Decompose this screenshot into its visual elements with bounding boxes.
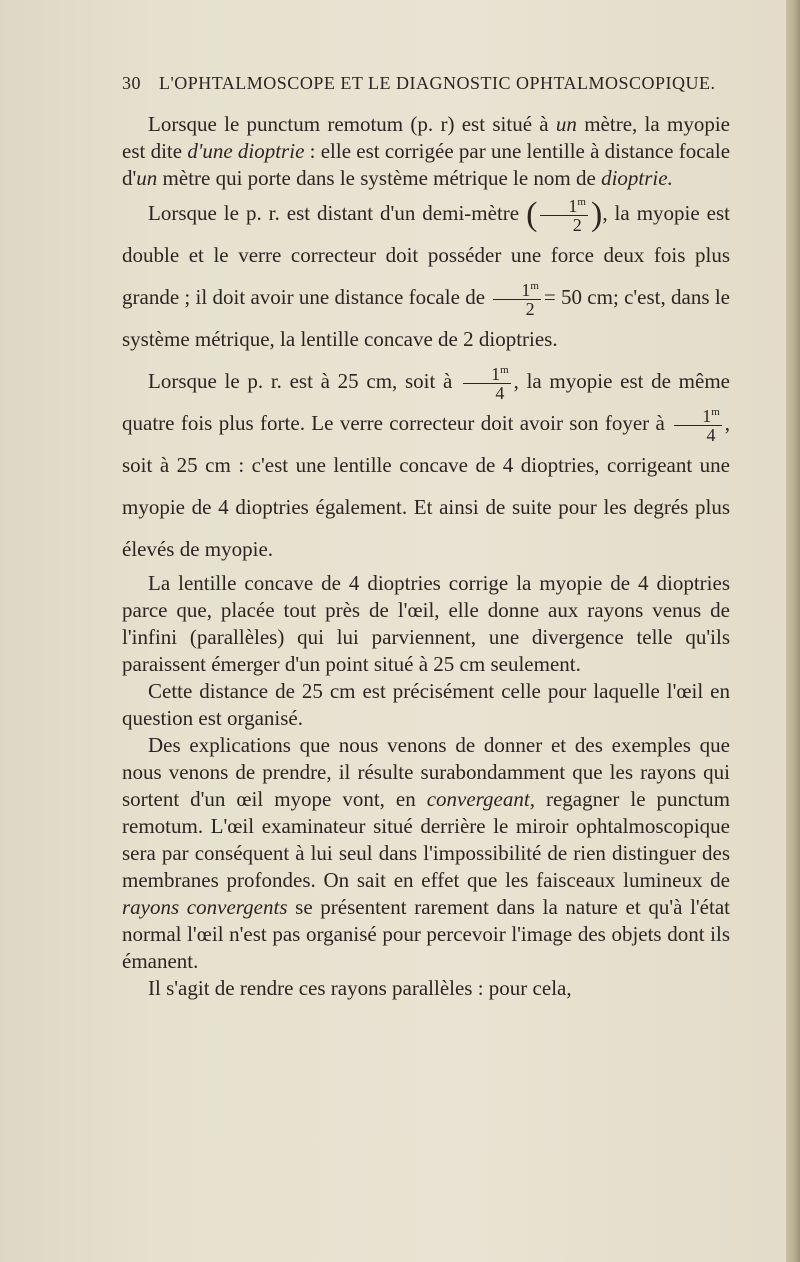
fraction-one-meter-quarter — [674, 407, 722, 444]
italic-run: un — [136, 166, 158, 190]
italic-run: un — [555, 112, 577, 136]
text-run: , la myopie est double et le verre correcteur doit posséder une force deux fois plus grande ; il doit avoir une distance focale de — [122, 201, 730, 309]
text-run: se présentent rarement dans la nature et qu'à l'état normal l'œil n'est pas organisé pour percevoir l'image des objets dont ils émanent. — [122, 895, 730, 973]
text-run: Lorsque le punctum remotum (p. r) est situé à — [148, 112, 556, 136]
text-run: , soit à 25 cm : c'est une lentille concave de 4 dioptries, corrigeant une myopie de 4 dioptries également. Et ainsi de suite pour les degrés plus élevés de myopie. — [122, 411, 730, 561]
fraction-one-meter-half — [540, 197, 588, 234]
italic-run: dioptrie. — [601, 166, 673, 190]
text-run: regagner le punctum remotum. L'œil examinateur situé derrière le miroir ophtalmoscopique sera par conséquent à lui seul dans l'impossibilité de rien distinguer des membranes profondes. On sait en effet que les faisceaux lumineux de — [122, 787, 730, 892]
text-run: Des explications que nous venons de donner et des exemples que nous venons de prendre, il résulte surabondamment que les rayons qui sortent d'un œil myope vont, en — [122, 733, 730, 811]
frac-denominator: 4 — [706, 424, 716, 445]
frac-denominator: 2 — [572, 214, 582, 235]
frac-denominator: 2 — [525, 298, 535, 319]
paragraph-6 — [122, 732, 730, 975]
paragraph-5: Cette distance de 25 cm est précisément celle pour laquelle l'œil en question est organisé. — [122, 679, 730, 730]
paragraph-4: La lentille concave de 4 dioptries corrige la myopie de 4 dioptries parce que, placée tout près de l'œil, elle donne aux rayons venus de l'infini (parallèles) qui lui parviennent, une divergence telle qu'ils paraissent émerger d'un point situé à 25 cm seulement. — [122, 571, 730, 676]
paragraph-2: Lorsque le p. r. est distant d'un demi-mètre ( $\frac{1^m}{2}$ ), la myopie est double et le verre correcteur doit posséder une force deux fois plus grande ; il doit avoir une distance focale de $\frac{1^m}{2}$ = 50 cm; c'est, dans le système métrique, la lentille concave de 2 dioptries. — [122, 195, 730, 351]
text-run: Lorsque le p. r. est distant d'un demi-mètre — [148, 201, 527, 225]
running-head — [122, 70, 730, 97]
frac-unit: m — [530, 279, 539, 292]
frac-unit: m — [711, 405, 720, 418]
paragraph-7: Il s'agit de rendre ces rayons parallèles : pour cela, — [148, 976, 572, 1000]
frac-numerator: 1 — [702, 405, 712, 426]
text-run: , la myopie est de même quatre fois plus forte. Le verre correcteur doit avoir son foyer à — [122, 369, 730, 435]
text-run: = 50 cm; c'est, dans le système métrique, la lentille concave de 2 dioptries. — [122, 285, 730, 351]
text-run: mètre qui porte dans le système métrique le nom de — [157, 166, 602, 190]
paragraph-1 — [122, 111, 730, 192]
frac-denominator: 4 — [495, 382, 505, 403]
book-spine — [786, 0, 800, 1262]
text-run: Lorsque le p. r. est à 25 cm, soit à — [148, 369, 461, 393]
text-run: mètre, la myopie est dite — [122, 112, 730, 163]
frac-unit: m — [577, 195, 586, 208]
italic-run: rayons convergents — [122, 895, 288, 919]
frac-numerator: 1 — [568, 195, 578, 216]
fraction-one-meter-quarter — [463, 365, 511, 402]
running-title: L'OPHTALMOSCOPE ET LE DIAGNOSTIC OPHTALMOSCOPIQUE. — [159, 73, 716, 93]
text-run: : elle est corrigée par une lentille à distance focale d' — [122, 139, 731, 190]
italic-run: convergeant, — [426, 787, 535, 811]
frac-unit: m — [500, 363, 509, 376]
frac-numerator: 1 — [491, 363, 501, 384]
italic-run: d'une dioptrie — [187, 139, 305, 163]
fraction-one-meter-half — [493, 281, 541, 318]
frac-numerator: 1 — [521, 279, 531, 300]
page-text — [122, 70, 730, 1002]
paragraph-3 — [122, 360, 730, 570]
page-number: 30 — [122, 73, 141, 93]
